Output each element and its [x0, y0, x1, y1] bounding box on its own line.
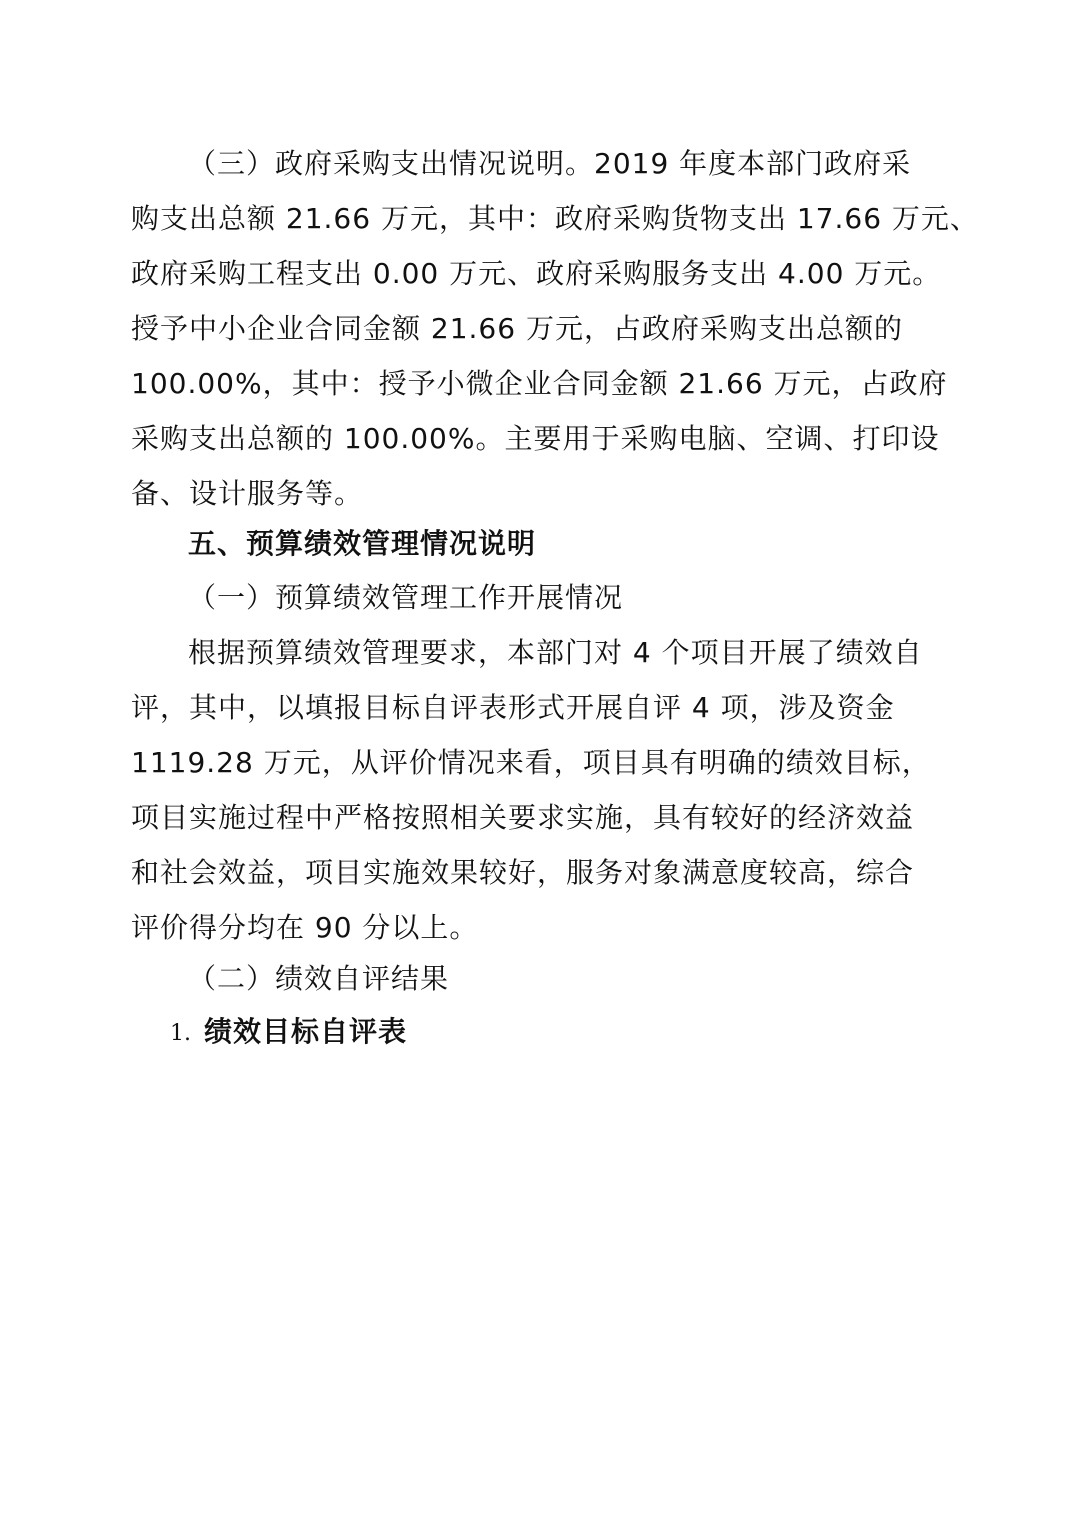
subsection-heading-2: （二）绩效自评结果	[188, 962, 450, 995]
performance-line-1: 根据预算绩效管理要求，本部门对 4 个项目开展了绩效自	[188, 636, 923, 669]
procurement-line-6: 采购支出总额的 100.00%。主要用于采购电脑、空调、打印设	[131, 422, 940, 455]
performance-line-4: 项目实施过程中严格按照相关要求实施，具有较好的经济效益	[131, 801, 915, 834]
procurement-line-2: 购支出总额 21.66 万元，其中：政府采购货物支出 17.66 万元、	[131, 202, 979, 235]
list-item-number: 1.	[170, 1021, 191, 1046]
subsection-heading-1: （一）预算绩效管理工作开展情况	[188, 581, 624, 614]
performance-line-5: 和社会效益，项目实施效果较好，服务对象满意度较高，综合	[131, 856, 915, 889]
list-item-text: 绩效目标自评表	[204, 1015, 408, 1048]
procurement-line-7: 备、设计服务等。	[131, 477, 364, 510]
procurement-line-1: （三）政府采购支出情况说明。2019 年度本部门政府采	[188, 147, 912, 180]
section-heading: 五、预算绩效管理情况说明	[188, 527, 537, 560]
procurement-line-3: 政府采购工程支出 0.00 万元、政府采购服务支出 4.00 万元。	[131, 257, 942, 290]
procurement-line-5: 100.00%，其中：授予小微企业合同金额 21.66 万元，占政府	[131, 367, 948, 400]
performance-line-2: 评，其中，以填报目标自评表形式开展自评 4 项，涉及资金	[131, 691, 895, 724]
performance-line-6: 评价得分均在 90 分以上。	[131, 911, 479, 944]
performance-line-3: 1119.28 万元，从评价情况来看，项目具有明确的绩效目标，	[131, 746, 931, 779]
procurement-line-4: 授予中小企业合同金额 21.66 万元，占政府采购支出总额的	[131, 312, 903, 345]
